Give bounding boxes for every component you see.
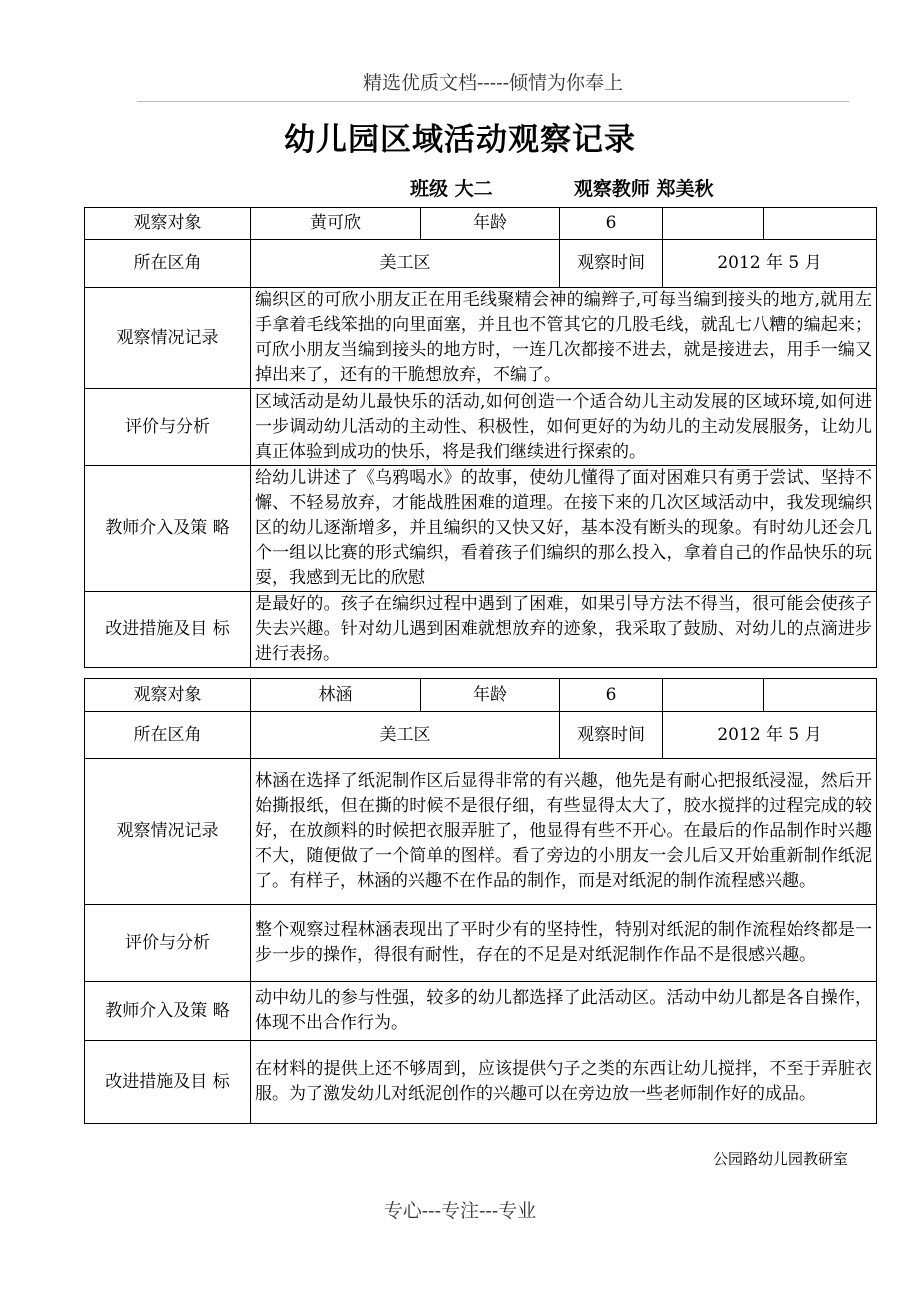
table-row — [85, 592, 877, 668]
page-header: 精选优质文档-----倾情为你奉上 — [137, 68, 849, 102]
record-label: 观察情况记录 — [85, 759, 251, 905]
table-row — [85, 466, 877, 592]
intervention-label: 教师介入及策 略 — [85, 466, 251, 592]
table-row — [85, 982, 877, 1041]
subject-label: 观察对象 — [85, 679, 251, 712]
age-value: 6 — [560, 208, 663, 240]
area-value: 美工区 — [251, 240, 560, 288]
empty-cell — [663, 208, 764, 240]
organization-name: 公园路幼儿园教研室 — [712, 1150, 848, 1168]
analysis-label: 评价与分析 — [85, 389, 251, 466]
table-row — [85, 240, 877, 288]
intervention-text: 给幼儿讲述了《乌鸦喝水》的故事，使幼儿懂得了面对困难只有勇于尝试、坚持不懈、不轻易放弃，才能战胜困难的道理。在接下来的几次区域活动中，我发现编织区的幼儿逐渐增多，并且编织的又快又好，基本没有断头的现象。有时幼儿还会几个一组以比赛的形式编织，看着孩子们编织的那么投入，拿着自己的作品快乐的玩耍，我感到无比的欣慰 — [251, 466, 877, 592]
teacher-value: 郑美秋 — [656, 178, 714, 200]
observation-table-2 — [84, 678, 877, 1124]
empty-cell — [663, 679, 764, 712]
intervention-label: 教师介入及策 略 — [85, 982, 251, 1041]
subject-label: 观察对象 — [85, 208, 251, 240]
subject-value: 黄可欣 — [251, 208, 421, 240]
teacher-label: 观察教师 — [573, 178, 650, 200]
table-row — [85, 759, 877, 905]
improvement-label: 改进措施及目 标 — [85, 592, 251, 668]
table-row — [85, 905, 877, 982]
subject-value: 林涵 — [251, 679, 421, 712]
table-row — [85, 208, 877, 240]
class-value: 大二 — [454, 178, 493, 200]
table-row — [85, 679, 877, 712]
age-label: 年龄 — [421, 208, 560, 240]
document-title: 幼儿园区域活动观察记录 — [284, 122, 636, 158]
time-label: 观察时间 — [560, 240, 663, 288]
analysis-label: 评价与分析 — [85, 905, 251, 982]
time-label: 观察时间 — [560, 712, 663, 759]
area-label: 所在区角 — [85, 240, 251, 288]
age-value: 6 — [560, 679, 663, 712]
empty-cell — [764, 208, 877, 240]
table-row — [85, 1041, 877, 1124]
analysis-text: 整个观察过程林涵表现出了平时少有的坚持性，特别对纸泥的制作流程始终都是一步一步的操作，得很有耐性，存在的不足是对纸泥制作作品不是很感兴趣。 — [251, 905, 877, 982]
analysis-text: 区域活动是幼儿最快乐的活动,如何创造一个适合幼儿主动发展的区域环境,如何进一步调动幼儿活动的主动性、积极性，如何更好的为幼儿的主动发展服务，让幼儿真正体验到成功的快乐，将是我们继续进行探索的。 — [251, 389, 877, 466]
intervention-text: 动中幼儿的参与性强，较多的幼儿都选择了此活动区。活动中幼儿都是各自操作，体现不出合作行为。 — [251, 982, 877, 1041]
time-value: 2012 年 5 月 — [663, 240, 877, 288]
record-label: 观察情况记录 — [85, 288, 251, 389]
area-value: 美工区 — [251, 712, 560, 759]
improvement-label: 改进措施及目 标 — [85, 1041, 251, 1124]
improvement-text: 在材料的提供上还不够周到，应该提供勺子之类的东西让幼儿搅拌，不至于弄脏衣服。为了激发幼儿对纸泥创作的兴趣可以在旁边放一些老师制作好的成品。 — [251, 1041, 877, 1124]
area-label: 所在区角 — [85, 712, 251, 759]
page-footer: 专心---专注---专业 — [383, 1200, 537, 1222]
age-label: 年龄 — [421, 679, 560, 712]
table-row — [85, 288, 877, 389]
time-value: 2012 年 5 月 — [663, 712, 877, 759]
record-text: 林涵在选择了纸泥制作区后显得非常的有兴趣，他先是有耐心把报纸浸湿，然后开始撕报纸，但在撕的时候不是很仔细，有些显得太大了，胶水搅拌的过程完成的较好，在放颜料的时候把衣服弄脏了，他显得有些不开心。在最后的作品制作时兴趣不大，随便做了一个简单的图样。看了旁边的小朋友一会儿后又开始重新制作纸泥了。有样子，林涵的兴趣不在作品的制作，而是对纸泥的制作流程感兴趣。 — [251, 759, 877, 905]
observation-table-1 — [84, 207, 877, 668]
record-text: 编织区的可欣小朋友正在用毛线聚精会神的编辫子,可每当编到接头的地方,就用左手拿着毛线笨拙的向里面塞，并且也不管其它的几股毛线，就乱七八糟的编起来；可欣小朋友当编到接头的地方时，一连几次都接不进去，就是接进去，用手一编又掉出来了，还有的干脆想放弃，不编了。 — [251, 288, 877, 389]
table-row — [85, 712, 877, 759]
class-label: 班级 — [410, 178, 449, 200]
table-row — [85, 389, 877, 466]
empty-cell — [764, 679, 877, 712]
class-teacher-line — [410, 174, 714, 201]
improvement-text: 是最好的。孩子在编织过程中遇到了困难，如果引导方法不得当，很可能会使孩子失去兴趣。针对幼儿遇到困难就想放弃的迹象，我采取了鼓励、对幼儿的点滴进步进行表扬。 — [251, 592, 877, 668]
